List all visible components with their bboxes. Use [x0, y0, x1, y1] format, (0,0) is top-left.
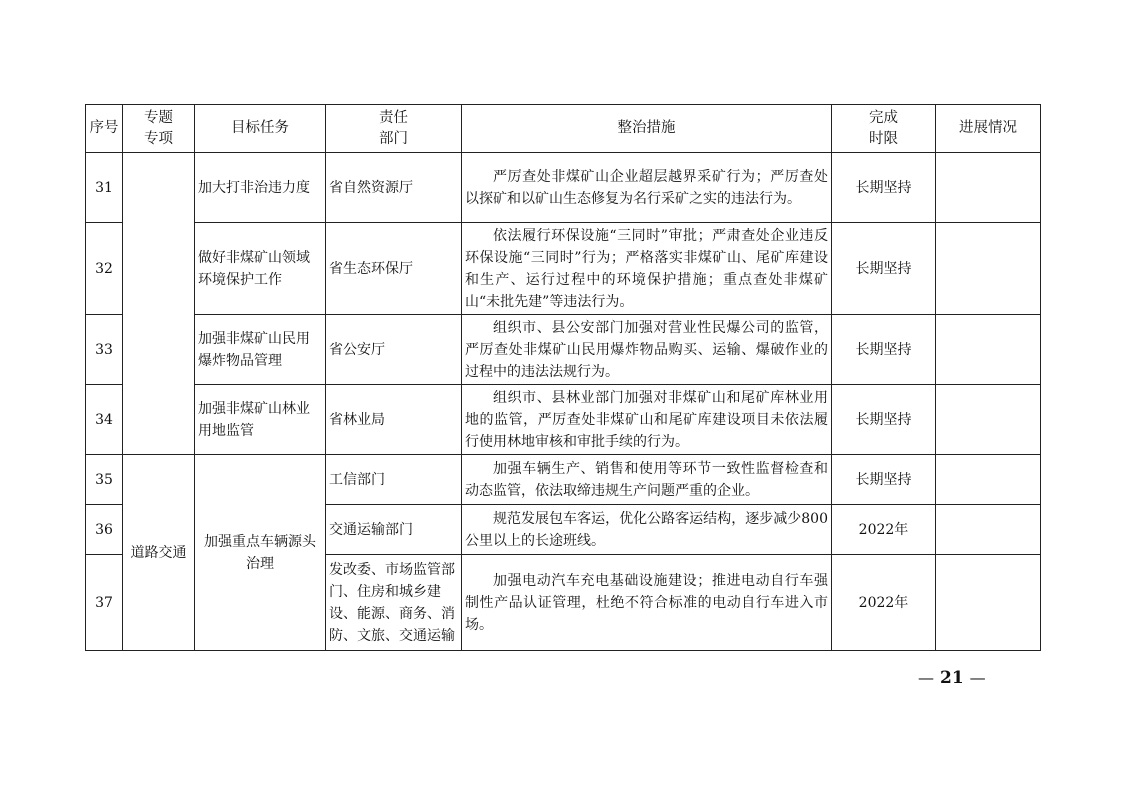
- row-task: 做好非煤矿山领域环境保护工作: [195, 223, 326, 315]
- row-deadline: 长期坚持: [832, 223, 936, 315]
- row-progress: [936, 223, 1041, 315]
- row-deadline: 长期坚持: [832, 315, 936, 385]
- row-deadline: 2022年: [832, 505, 936, 555]
- row-dept: 省生态环保厅: [326, 223, 462, 315]
- rectification-table: [85, 104, 1041, 651]
- row-no: 35: [86, 455, 123, 505]
- page-number: [918, 668, 986, 688]
- row-dept: 省林业局: [326, 385, 462, 455]
- table-row: [86, 455, 1041, 505]
- table-row: [86, 385, 1041, 455]
- row-measure: 组织市、县公安部门加强对营业性民爆公司的监管，严厉查处非煤矿山民用爆炸物品购买、运输、爆破作业的过程中的违法法规行为。: [462, 315, 832, 385]
- row-task: 加大打非治违力度: [195, 153, 326, 223]
- row-measure: 依法履行环保设施“三同时”审批；严肃查处企业违反环保设施“三同时”行为；严格落实非煤矿山、尾矿库建设和生产、运行过程中的环境保护措施；重点查处非煤矿山“未批先建”等违法行为。: [462, 223, 832, 315]
- row-dept: 发改委、市场监管部门、住房和城乡建设、能源、商务、消防、文旅、交通运输: [326, 555, 462, 651]
- row-dept: 交通运输部门: [326, 505, 462, 555]
- row-dept: 省自然资源厅: [326, 153, 462, 223]
- row-dept: 省公安厅: [326, 315, 462, 385]
- row-no: 31: [86, 153, 123, 223]
- table-row: [86, 315, 1041, 385]
- row-progress: [936, 315, 1041, 385]
- footer-dash-left: —: [918, 668, 934, 687]
- row-deadline: 2022年: [832, 555, 936, 651]
- row-no: 33: [86, 315, 123, 385]
- row-measure: 组织市、县林业部门加强对非煤矿山和尾矿库林业用地的监管，严厉查处非煤矿山和尾矿库建设项目未依法履行使用林地审核和审批手续的行为。: [462, 385, 832, 455]
- row-deadline: 长期坚持: [832, 153, 936, 223]
- row-progress: [936, 455, 1041, 505]
- row-deadline: 长期坚持: [832, 455, 936, 505]
- row-no: 34: [86, 385, 123, 455]
- row-no: 37: [86, 555, 123, 651]
- header-deadline: 完成 时限: [832, 105, 936, 153]
- header-dept: 责任 部门: [326, 105, 462, 153]
- header-task: 目标任务: [195, 105, 326, 153]
- row-measure: 规范发展包车客运，优化公路客运结构，逐步减少800公里以上的长途班线。: [462, 505, 832, 555]
- table-row: [86, 153, 1041, 223]
- task-vehicle-source: 加强重点车辆源头治理: [195, 455, 326, 651]
- table-row: [86, 223, 1041, 315]
- topic-cell-empty: [123, 153, 195, 455]
- row-no: 32: [86, 223, 123, 315]
- row-measure: 加强电动汽车充电基础设施建设；推进电动自行车强制性产品认证管理，杜绝不符合标准的电动自行车进入市场。: [462, 555, 832, 651]
- header-row: [86, 105, 1041, 153]
- row-measure: 严厉查处非煤矿山企业超层越界采矿行为；严厉查处以探矿和以矿山生态修复为名行采矿之实的违法行为。: [462, 153, 832, 223]
- row-deadline: 长期坚持: [832, 385, 936, 455]
- row-progress: [936, 555, 1041, 651]
- header-measure: 整治措施: [462, 105, 832, 153]
- row-measure: 加强车辆生产、销售和使用等环节一致性监督检查和动态监管，依法取缔违规生产问题严重的企业。: [462, 455, 832, 505]
- topic-road-traffic: 道路交通: [123, 455, 195, 651]
- row-progress: [936, 153, 1041, 223]
- footer-dash-right: —: [969, 668, 986, 687]
- page-number-value: 21: [940, 668, 964, 688]
- header-topic: 专题 专项: [123, 105, 195, 153]
- header-no: 序号: [86, 105, 123, 153]
- row-no: 36: [86, 505, 123, 555]
- row-dept: 工信部门: [326, 455, 462, 505]
- header-progress: 进展情况: [936, 105, 1041, 153]
- row-progress: [936, 385, 1041, 455]
- row-task: 加强非煤矿山民用爆炸物品管理: [195, 315, 326, 385]
- row-task: 加强非煤矿山林业用地监管: [195, 385, 326, 455]
- row-progress: [936, 505, 1041, 555]
